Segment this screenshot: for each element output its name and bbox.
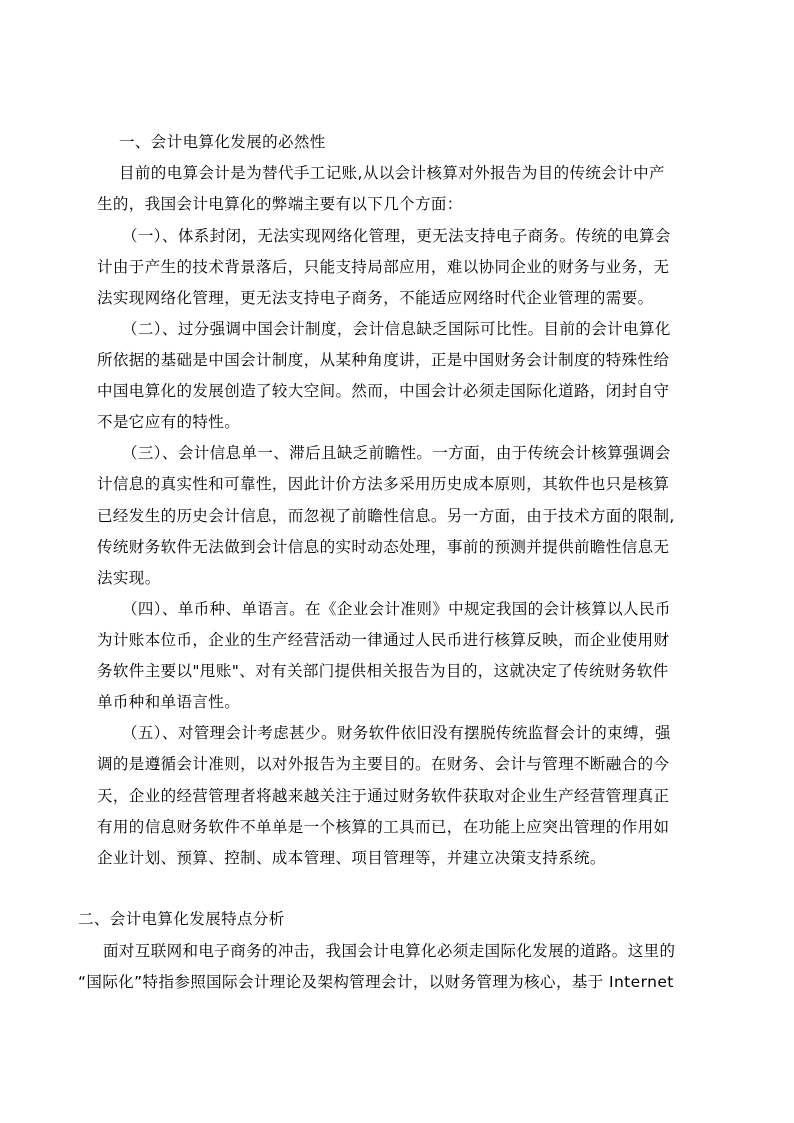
point-1-line-3: 法实现网络化管理，更无法支持电子商务，不能适应网络时代企业管理的需要。	[97, 289, 654, 307]
point-3-line-1: （三）、会计信息单一、滞后且缺乏前瞻性。一方面，由于传统会计核算强调会	[122, 444, 671, 462]
point-5-line-1: （五）、对管理会计考虑甚少。财务软件依旧没有摆脱传统监督会计的束缚，强	[122, 724, 671, 742]
point-3-line-2: 计信息的真实性和可靠性，因此计价方法多采用历史成本原则，其软件也只是核算	[97, 475, 670, 493]
point-1-line-1: （一）、体系封闭，无法实现网络化管理，更无法支持电子商务。传统的电算会	[122, 227, 671, 245]
point-3-line-3: 已经发生的历史会计信息，而忽视了前瞻性信息。另一方面，由于技术方面的限制,	[97, 507, 675, 525]
section-2-line-1: 面对互联网和电子商务的冲击，我国会计电算化必须走国际化发展的道路。这里的	[103, 942, 676, 960]
point-2-line-3: 中国电算化的发展创造了较大空间。然而，中国会计必须走国际化道路，闭封自守	[97, 382, 670, 400]
section-2-line-2: “国际化”特指参照国际会计理论及架构管理会计，以财务管理为核心，基于 Internet	[78, 973, 674, 991]
point-4-line-1: （四）、单币种、单语言。在《企业会计准则》中规定我国的会计核算以人民币	[122, 600, 671, 618]
point-2-line-1: （二）、过分强调中国会计制度，会计信息缺乏国际可比性。目前的会计电算化	[122, 320, 671, 338]
point-5-line-4: 有用的信息财务软件不单单是一个核算的工具而已，在功能上应突出管理的作用如	[97, 818, 670, 836]
point-1-line-2: 计由于产生的技术背景落后，只能支持局部应用，难以协同企业的财务与业务，无	[97, 258, 670, 276]
section-2-title: 二、会计电算化发展特点分析	[78, 910, 285, 928]
point-5-line-2: 调的是遵循会计准则，以对外报告为主要目的。在财务、会计与管理不断融合的今	[97, 755, 670, 773]
point-4-line-4: 单币种和单语言性。	[97, 693, 241, 711]
point-5-line-3: 天，企业的经营管理者将越来越关注于通过财务软件获取对企业生产经营管理真正	[97, 787, 670, 805]
intro-line-2: 生的，我国会计电算化的弊端主要有以下几个方面：	[97, 195, 463, 213]
point-2-line-4: 不是它应有的特性。	[97, 413, 241, 431]
section-1-title: 一、会计电算化发展的必然性	[119, 133, 326, 151]
point-3-line-4: 传统财务软件无法做到会计信息的实时动态处理，事前的预测并提供前瞻性信息无	[97, 538, 670, 556]
intro-line-1: 目前的电算会计是为替代手工记账,从以会计核算对外报告为目的传统会计中产	[119, 164, 665, 182]
point-2-line-2: 所依据的基础是中国会计制度，从某种角度讲，正是中国财务会计制度的特殊性给	[97, 351, 670, 369]
point-3-line-5: 法实现。	[97, 569, 161, 587]
point-4-line-3: 务软件主要以"甩账"、对有关部门提供相关报告为目的，这就决定了传统财务软件	[97, 662, 669, 680]
point-5-line-5: 企业计划、预算、控制、成本管理、项目管理等，并建立决策支持系统。	[97, 849, 606, 867]
point-4-line-2: 为计账本位币，企业的生产经营活动一律通过人民币进行核算反映，而企业使用财	[97, 631, 670, 649]
